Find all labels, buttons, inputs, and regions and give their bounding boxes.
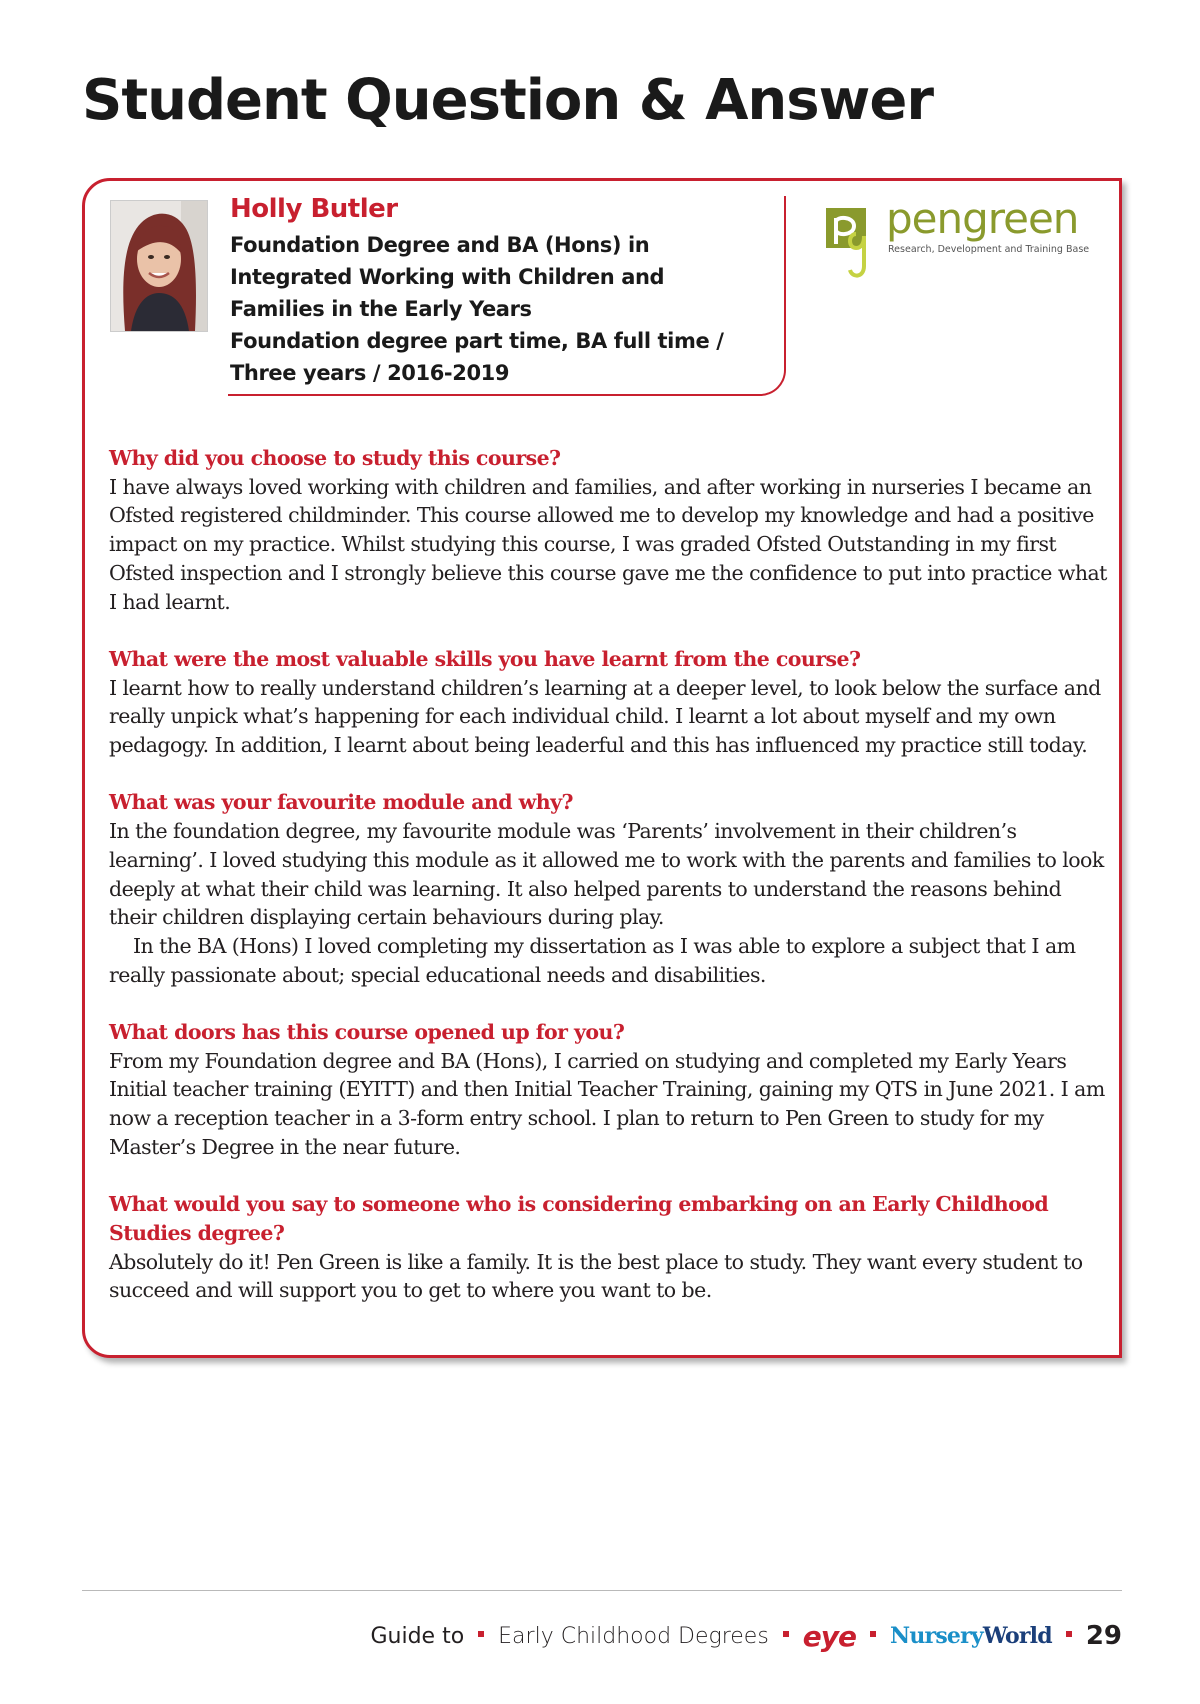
answer-text: From my Foundation degree and BA (Hons), I carried on studying and completed my Early Years Initial teacher training (EYITT) and then Initial Teacher Training, gaining my QTS in June 2021. I am now a reception teacher in a 3-form entry school. I plan to return to Pen Green to study for my Master’s Degree in the near future. bbox=[109, 1048, 1105, 1159]
footer-publication: Early Childhood Degrees bbox=[498, 1623, 769, 1649]
page-title: Student Question & Answer bbox=[82, 68, 933, 133]
qa-item bbox=[109, 788, 1109, 989]
qa-item bbox=[109, 444, 1109, 616]
qa-item bbox=[109, 645, 1109, 760]
pengreen-logo-mark-icon bbox=[826, 204, 882, 284]
course-line: Foundation degree part time, BA full time / bbox=[230, 329, 724, 353]
footer-guide-label: Guide to bbox=[370, 1623, 465, 1649]
pengreen-logo bbox=[826, 194, 1106, 284]
qa-item bbox=[109, 1190, 1109, 1305]
question-heading: What would you say to someone who is considering embarking on an Early Childhood Studies degree? bbox=[109, 1192, 1049, 1245]
answer-text: In the BA (Hons) I loved completing my dissertation as I was able to explore a subject that I am really passionate about; special educational needs and disabilities. bbox=[109, 933, 1076, 987]
eye-logo: eye bbox=[802, 1619, 857, 1653]
course-info bbox=[230, 229, 775, 389]
answer-text: I have always loved working with children and families, and after working in nurseries I became an Ofsted registered childminder. This course allowed me to develop my knowledge and had a positive impact on my practice. Whilst studying this course, I was graded Ofsted Outstanding in my first Ofsted inspection and I strongly believe this course gave me the confidence to put into practice what I had learnt. bbox=[109, 474, 1107, 614]
student-photo-image bbox=[111, 201, 207, 331]
qa-section bbox=[109, 444, 1109, 1334]
footer-separator-icon bbox=[478, 1631, 484, 1637]
footer-separator-icon bbox=[783, 1631, 789, 1637]
course-line: Integrated Working with Children and bbox=[230, 265, 665, 289]
nursery-world-logo-world: World bbox=[982, 1623, 1052, 1649]
answer-text: In the foundation degree, my favourite module was ‘Parents’ involvement in their children’s learning’. I loved studying this module as it allowed me to work with the parents and families to look deeply at what their child was learning. It also helped parents to understand the reasons behind their children displaying certain behaviours during play. bbox=[109, 819, 1104, 930]
nursery-world-logo-nursery: Nursery bbox=[890, 1623, 983, 1649]
question-heading: What doors has this course opened up for you? bbox=[109, 1020, 625, 1045]
nursery-world-logo bbox=[890, 1623, 1052, 1649]
course-line: Foundation Degree and BA (Hons) in bbox=[230, 233, 650, 257]
student-name: Holly Butler bbox=[230, 194, 398, 224]
page-number: 29 bbox=[1085, 1621, 1122, 1651]
question-heading: What were the most valuable skills you have learnt from the course? bbox=[109, 646, 861, 671]
logo-wordmark: pengreen bbox=[886, 194, 1079, 243]
qa-item bbox=[109, 1018, 1109, 1162]
question-heading: What was your favourite module and why? bbox=[109, 790, 573, 815]
footer-separator-icon bbox=[870, 1631, 876, 1637]
answer-text: Absolutely do it! Pen Green is like a family. It is the best place to study. They want every student to succeed and will support you to get to where you want to be. bbox=[109, 1249, 1083, 1303]
course-line: Families in the Early Years bbox=[230, 297, 532, 321]
answer-text: I learnt how to really understand children’s learning at a deeper level, to look below the surface and really unpick what’s happening for each individual child. I learnt a lot about myself and my own pedagogy. In addition, I learnt about being leaderful and this has influenced my practice still today. bbox=[109, 675, 1101, 758]
course-line: Three years / 2016-2019 bbox=[230, 361, 510, 385]
question-heading: Why did you choose to study this course? bbox=[109, 446, 561, 470]
page-footer bbox=[370, 1618, 1122, 1654]
logo-tagline: Research, Development and Training Base bbox=[888, 244, 1090, 255]
footer-separator-icon bbox=[1066, 1631, 1072, 1637]
student-photo bbox=[110, 200, 208, 332]
footer-divider bbox=[82, 1590, 1122, 1591]
